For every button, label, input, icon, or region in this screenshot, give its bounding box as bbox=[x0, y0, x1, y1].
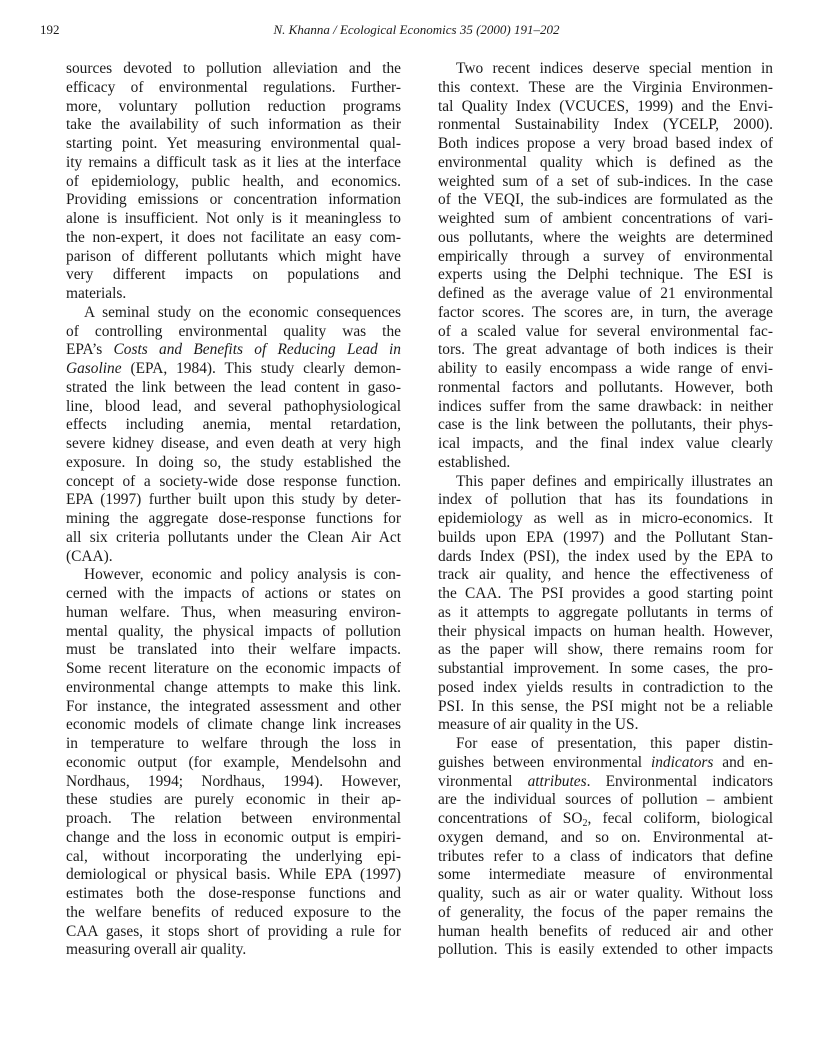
text-run: and en- bbox=[713, 753, 773, 771]
text-line bbox=[438, 754, 773, 773]
text-line: as the paper will show, there remains room for bbox=[438, 641, 773, 659]
text-line: alone is insufficient. Not only is it meaningless to bbox=[66, 210, 401, 227]
text-line: their physical impacts on human health. However, bbox=[438, 622, 773, 640]
page-number: 192 bbox=[40, 22, 60, 37]
text-line: exposure. In doing so, the study established the bbox=[66, 453, 401, 471]
text-run: , fecal coliform, biological bbox=[587, 810, 773, 827]
text-line: ity remains a difficult task as it lies at the interface bbox=[66, 153, 401, 171]
text-line: some intermediate measure of environmental bbox=[438, 866, 773, 884]
text-line: the welfare benefits of reduced exposure to the bbox=[66, 903, 401, 921]
text-line: experts using the Delphi technique. The ESI is bbox=[438, 266, 773, 284]
text-line: the CAA. The PSI provides a good starting point bbox=[438, 585, 773, 602]
italic-title: Costs and Benefits of Reducing Lead in bbox=[113, 341, 401, 359]
text-run: . Environmental indicators bbox=[586, 772, 773, 790]
paragraph-start: However, economic and policy analysis is con- bbox=[84, 566, 401, 584]
text-line: of epidemiology, public health, and economics. bbox=[66, 172, 401, 190]
text-line: mining the aggregate dose-response functions for bbox=[66, 510, 401, 527]
text-line: estimates both the dose-response functions and bbox=[66, 885, 401, 902]
text-line: established. bbox=[438, 453, 511, 471]
text-line bbox=[438, 773, 773, 792]
text-line: take the availability of such information as their bbox=[66, 116, 401, 134]
text-line: demiological or physical basis. While EPA (1997) bbox=[66, 866, 401, 884]
text-run: (EPA, 1984). This study clearly demon- bbox=[121, 360, 401, 377]
text-line: cerned with the impacts of actions or states on bbox=[66, 585, 401, 602]
text-line: starting point. Yet measuring environmental qual- bbox=[66, 135, 401, 152]
text-line: posed index yields results in contradiction to the bbox=[438, 678, 773, 696]
text-line: epidemiology as well as in micro-economics. It bbox=[438, 510, 773, 527]
text-line: the non-expert, it does not facilitate an easy com- bbox=[66, 228, 401, 246]
text-line: ical impacts, and the final index value clearly bbox=[438, 435, 773, 452]
text-line: dards Index (PSI), the index used by the EPA to bbox=[438, 547, 773, 565]
left-column bbox=[66, 60, 401, 960]
text-line: Some recent literature on the economic impacts of bbox=[66, 660, 401, 677]
text-line: PSI. In this sense, the PSI might not be a reliable bbox=[438, 697, 773, 715]
text-line: of the VEQI, the sub-indices are formulated as the bbox=[438, 191, 773, 209]
text-line: concept of a society-wide dose response function. bbox=[66, 472, 401, 490]
text-line: strated the link between the lead content in gaso- bbox=[66, 378, 401, 396]
text-line: case is the link between the pollutants, their phys- bbox=[438, 416, 773, 434]
text-line: weighted sum of ambient concentrations of vari- bbox=[438, 210, 773, 227]
running-title: N. Khanna / Ecological Economics 35 (2000) 191–202 bbox=[273, 22, 560, 37]
text-line: of a scaled value for several environmental fac- bbox=[438, 322, 773, 340]
text-line: in temperature to welfare through the loss in bbox=[66, 735, 401, 752]
text-line: severe kidney disease, and even death at very high bbox=[66, 435, 401, 452]
text-line: ronmental Sustainability Index (YCELP, 2000). bbox=[438, 116, 773, 134]
text-line: effects including anemia, mental retardation, bbox=[66, 416, 401, 434]
text-line: builds upon EPA (1997) and the Pollutant Stan- bbox=[438, 528, 773, 546]
text-run: concentrations of SO bbox=[438, 810, 583, 827]
italic-title: Gasoline bbox=[66, 360, 122, 377]
right-column bbox=[438, 60, 773, 960]
text-line: change and the loss in economic output is empiri- bbox=[66, 828, 401, 846]
paragraph-start: For ease of presentation, this paper distin- bbox=[456, 735, 773, 752]
text-line: human welfare. Thus, when measuring environ- bbox=[66, 603, 401, 621]
text-line: EPA (1997) further built upon this study by deter- bbox=[66, 491, 401, 509]
text-line: pollution. This is easily extended to other impacts bbox=[438, 941, 773, 959]
text-line: indices suffer from the same drawback: in neither bbox=[438, 397, 773, 415]
text-line: quality, such as air or water quality. Without loss bbox=[438, 885, 773, 902]
text-line bbox=[66, 341, 401, 360]
text-line: materials. bbox=[66, 285, 127, 302]
text-line: as it attempts to aggregate pollutants in terms of bbox=[438, 603, 773, 621]
text-line: cal, without incorporating the underlying epi- bbox=[66, 847, 401, 865]
text-line: tors. The great advantage of both indices is their bbox=[438, 341, 773, 359]
text-line: For instance, the integrated assessment and other bbox=[66, 697, 401, 715]
text-line: tributes refer to a class of indicators that define bbox=[438, 847, 773, 865]
text-line: substantial improvement. In some cases, the pro- bbox=[438, 660, 773, 677]
text-run: EPA’s bbox=[66, 341, 114, 359]
text-line: this context. These are the Virginia Environmen- bbox=[438, 78, 773, 96]
page-header bbox=[0, 22, 833, 42]
text-line: index of pollution that has its foundations in bbox=[438, 491, 773, 509]
subscript: 2 bbox=[582, 818, 588, 829]
text-line: ability to easily encompass a wide range of envi- bbox=[438, 360, 773, 377]
text-line: of generality, the focus of the paper remains the bbox=[438, 903, 773, 921]
text-line bbox=[438, 810, 773, 829]
italic-term-indicators: indicators bbox=[650, 753, 714, 771]
text-run: vironmental bbox=[438, 772, 528, 790]
text-line: tal Quality Index (VCUCES, 1999) and the Envi- bbox=[438, 97, 773, 115]
text-line: sources devoted to pollution alleviation and the bbox=[66, 60, 401, 77]
paragraph-start: Two recent indices deserve special mention in bbox=[456, 60, 773, 77]
text-line: more, voluntary pollution reduction programs bbox=[66, 97, 401, 115]
text-line: very different impacts on populations and bbox=[66, 266, 401, 284]
text-line: defined as the average value of 21 environmental bbox=[438, 285, 773, 302]
text-line: (CAA). bbox=[66, 547, 113, 565]
text-line: measure of air quality in the US. bbox=[438, 716, 639, 734]
text-line: ronmental factors and pollutants. However, both bbox=[438, 378, 773, 396]
text-line: environmental quality which is defined as the bbox=[438, 153, 773, 171]
text-line: CAA gases, it stops short of providing a rule for bbox=[66, 922, 401, 940]
text-line: proach. The relation between environmental bbox=[66, 810, 401, 827]
text-line: Nordhaus, 1994; Nordhaus, 1994). However, bbox=[66, 772, 401, 790]
text-line: mental quality, the physical impacts of pollution bbox=[66, 622, 401, 640]
text-line: track air quality, and hence the effectiveness of bbox=[438, 566, 773, 584]
text-line: oxygen demand, and so on. Environmental at- bbox=[438, 828, 773, 846]
text-line: measuring overall air quality. bbox=[66, 941, 247, 959]
text-line: economic output (for example, Mendelsohn and bbox=[66, 753, 401, 771]
text-line: empirically through a survey of environmental bbox=[438, 247, 773, 265]
text-line: weighted sum of a set of sub-indices. In the case bbox=[438, 172, 773, 190]
text-line bbox=[66, 360, 401, 379]
text-line: all six criteria pollutants under the Clean Air Act bbox=[66, 528, 401, 546]
text-line: efficacy of environmental regulations. Further- bbox=[66, 78, 401, 96]
text-line: must be translated into their welfare impacts. bbox=[66, 641, 401, 659]
text-line: Both indices propose a very broad based index of bbox=[438, 135, 773, 152]
paragraph-start: This paper defines and empirically illustrates an bbox=[456, 472, 773, 490]
text-line: of controlling environmental quality was the bbox=[66, 322, 401, 340]
text-line: environmental change attempts to make this link. bbox=[66, 678, 401, 696]
text-line: are the individual sources of pollution – ambient bbox=[438, 791, 773, 809]
italic-term-attributes: attributes bbox=[527, 772, 587, 790]
text-line: ous pollutants, where the weights are determined bbox=[438, 228, 773, 246]
text-line: these studies are purely economic in their ap- bbox=[66, 791, 401, 809]
paragraph-start: A seminal study on the economic consequences bbox=[84, 303, 401, 321]
text-line: economic models of climate change link increases bbox=[66, 716, 401, 734]
text-line: human health benefits of reduced air and other bbox=[438, 922, 773, 940]
text-run: guishes between environmental bbox=[438, 753, 651, 771]
text-line: parison of different pollutants which might have bbox=[66, 247, 401, 265]
text-line: line, blood lead, and several pathophysiological bbox=[66, 397, 401, 415]
text-line: Providing emissions or concentration information bbox=[66, 191, 401, 209]
text-line: factor scores. The scores are, in turn, the average bbox=[438, 303, 773, 321]
